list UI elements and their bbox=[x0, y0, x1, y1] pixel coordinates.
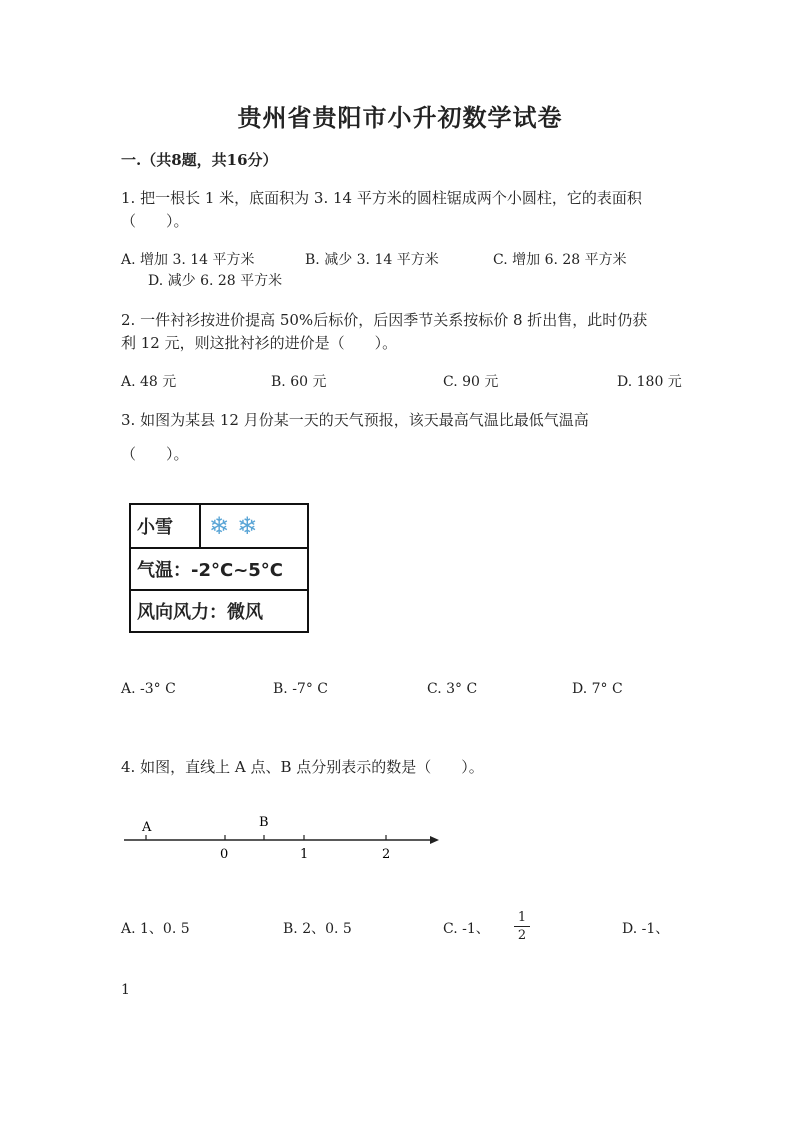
question-1-text: 1. 把一根长 1 米，底面积为 3. 14 平方米的圆柱锯成两个小圆柱，它的表面积 bbox=[121, 189, 642, 207]
tick-label-1: 1 bbox=[300, 847, 309, 860]
weather-temperature: 气温：-2°C~5°C bbox=[137, 560, 284, 581]
q3-option-d: D. 7° C bbox=[572, 681, 623, 697]
q1-option-c: C. 增加 6. 28 平方米 bbox=[493, 252, 627, 268]
tick-label-0: 0 bbox=[220, 847, 229, 860]
snowflake-icon: ❄ bbox=[237, 512, 258, 540]
fraction-one-half bbox=[514, 910, 530, 943]
weather-row-condition bbox=[131, 505, 307, 549]
question-2-text-line2: 利 12 元，则这批衬衫的进价是（ ）。 bbox=[121, 334, 398, 352]
q2-option-c: C. 90 元 bbox=[443, 374, 499, 390]
weather-condition: 小雪 bbox=[137, 517, 173, 538]
fraction-numerator: 1 bbox=[517, 910, 527, 925]
q4-option-d-continuation: 1 bbox=[121, 982, 130, 998]
point-a-label: A bbox=[142, 820, 152, 835]
snowflake-icon: ❄ bbox=[209, 512, 230, 540]
number-line bbox=[121, 810, 443, 860]
weather-row-temperature bbox=[131, 549, 307, 591]
q2-option-b: B. 60 元 bbox=[271, 374, 327, 390]
q1-option-d: D. 减少 6. 28 平方米 bbox=[148, 273, 283, 289]
q4-option-c: C. -1、 bbox=[443, 921, 490, 937]
weather-icon-cell bbox=[201, 505, 257, 547]
section-heading: 一.（共8题，共16分） bbox=[121, 151, 278, 169]
q3-option-b: B. -7° C bbox=[273, 681, 328, 697]
question-3-blank: （ ）。 bbox=[121, 445, 189, 463]
q2-option-a: A. 48 元 bbox=[121, 374, 177, 390]
q1-option-b: B. 减少 3. 14 平方米 bbox=[305, 252, 439, 268]
fraction-bar bbox=[514, 926, 530, 927]
tick-label-2: 2 bbox=[382, 847, 391, 860]
question-4-text: 4. 如图，直线上 A 点、B 点分别表示的数是（ ）。 bbox=[121, 758, 484, 776]
weather-condition-cell bbox=[131, 505, 201, 547]
q2-option-d: D. 180 元 bbox=[617, 374, 682, 390]
weather-row-wind bbox=[131, 591, 307, 631]
page-title: 贵州省贵阳市小升初数学试卷 bbox=[237, 103, 563, 132]
weather-forecast-box bbox=[129, 503, 309, 633]
weather-wind: 风向风力：微风 bbox=[137, 602, 263, 623]
point-b-label: B bbox=[259, 815, 269, 830]
q4-option-d: D. -1、 bbox=[622, 921, 670, 937]
arrow-icon bbox=[430, 836, 439, 844]
question-2-text: 2. 一件衬衫按进价提高 50%后标价，后因季节关系按标价 8 折出售，此时仍获 bbox=[121, 311, 648, 329]
q4-option-a: A. 1、0. 5 bbox=[121, 921, 190, 937]
q1-option-a: A. 增加 3. 14 平方米 bbox=[121, 252, 255, 268]
question-3-text: 3. 如图为某县 12 月份某一天的天气预报，该天最高气温比最低气温高 bbox=[121, 411, 589, 429]
question-1-blank: （ ）。 bbox=[121, 212, 189, 230]
fraction-denominator: 2 bbox=[517, 928, 527, 943]
q3-option-c: C. 3° C bbox=[427, 681, 478, 697]
q4-option-b: B. 2、0. 5 bbox=[283, 921, 352, 937]
q3-option-a: A. -3° C bbox=[121, 681, 176, 697]
